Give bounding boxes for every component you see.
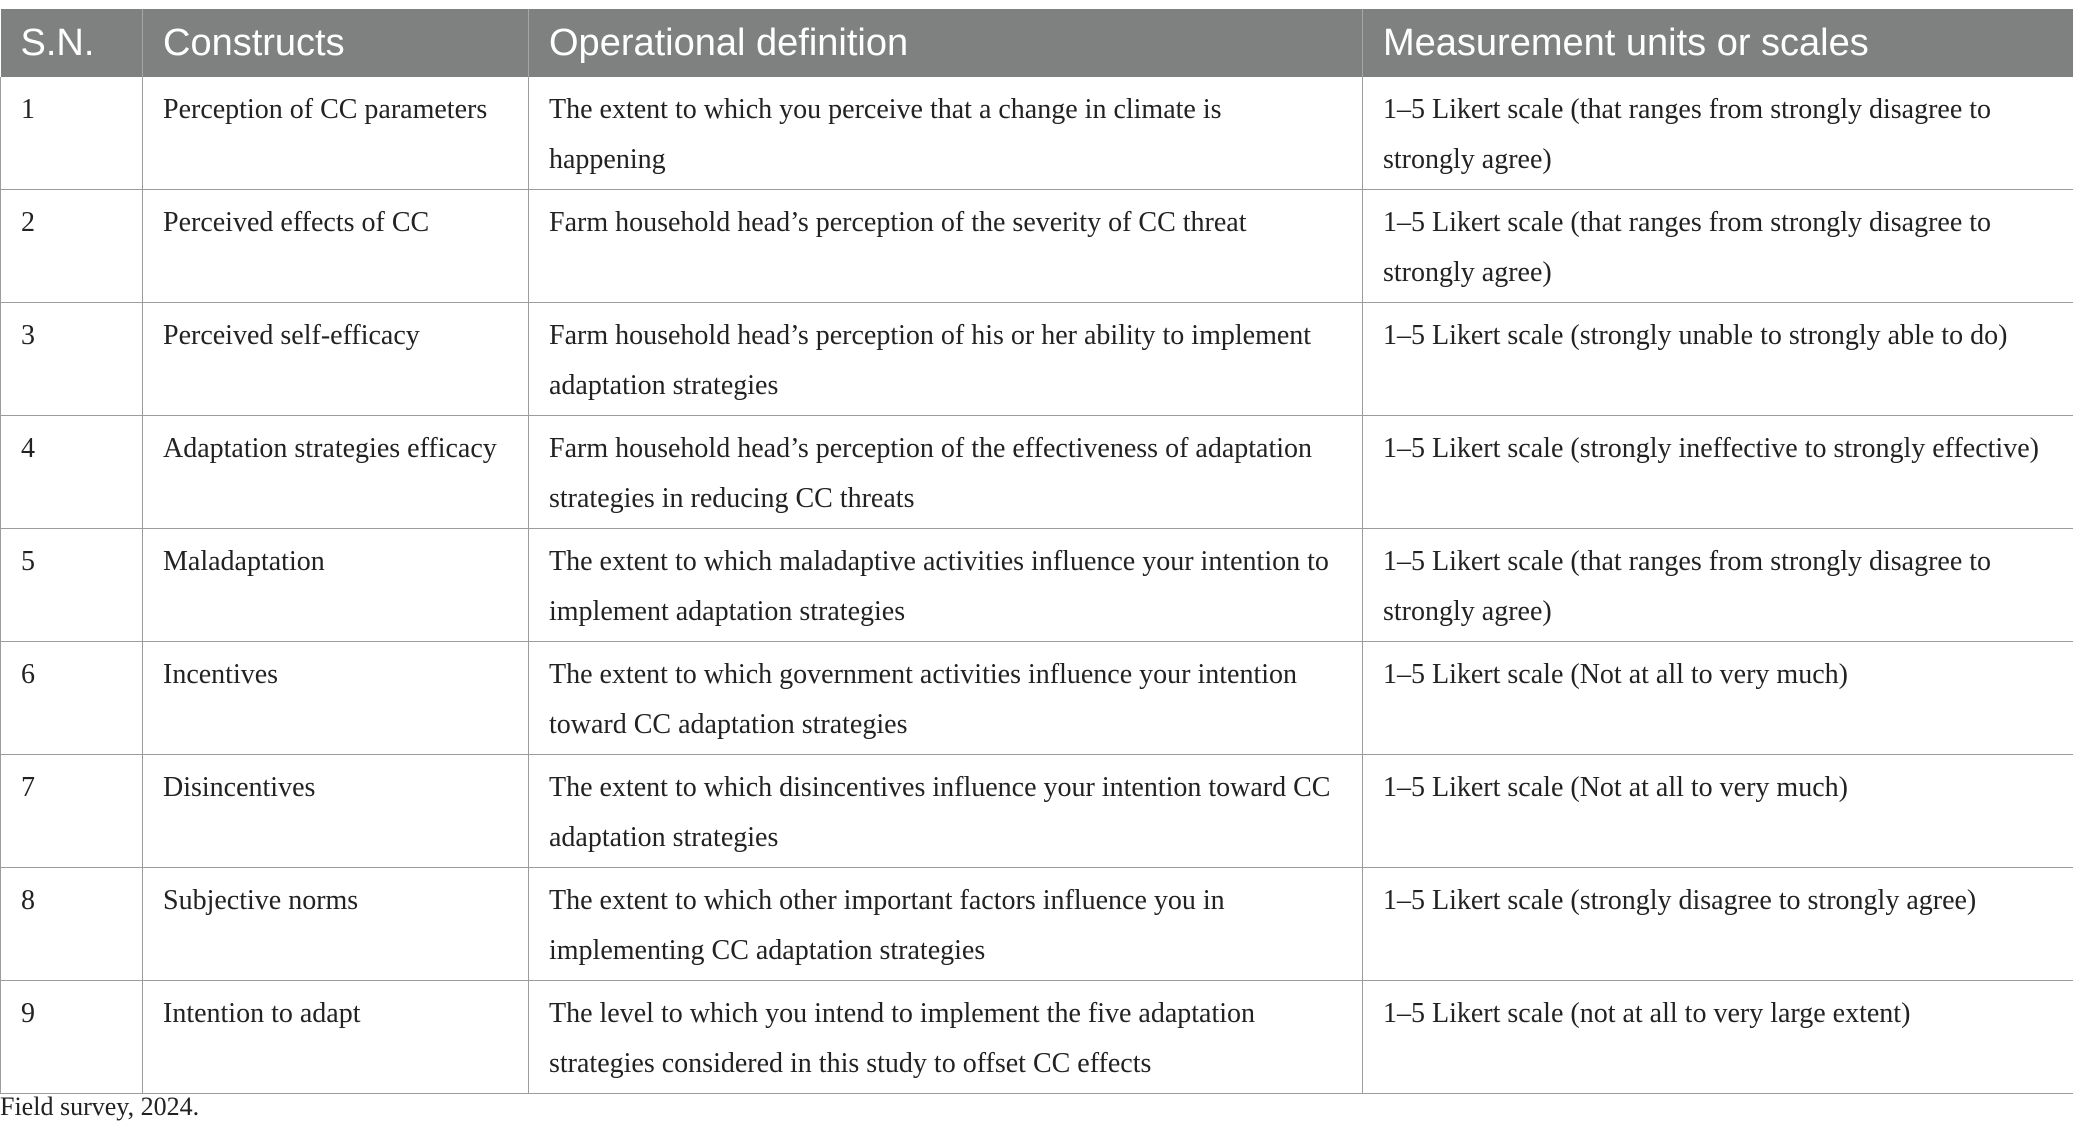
cell-scale: 1–5 Likert scale (that ranges from strongly disagree to strongly agree)	[1363, 77, 2073, 190]
table-row	[1, 642, 2073, 755]
cell-definition: Farm household head’s perception of the effectiveness of adaptation strategies in reducing CC threats	[529, 416, 1363, 529]
cell-construct: Perceived effects of CC	[143, 190, 529, 303]
table-row	[1, 981, 2073, 1094]
cell-construct: Perceived self-efficacy	[143, 303, 529, 416]
cell-scale: 1–5 Likert scale (that ranges from strongly disagree to strongly agree)	[1363, 190, 2073, 303]
cell-scale: 1–5 Likert scale (that ranges from strongly disagree to strongly agree)	[1363, 529, 2073, 642]
cell-construct: Incentives	[143, 642, 529, 755]
cell-scale: 1–5 Likert scale (strongly ineffective to strongly effective)	[1363, 416, 2073, 529]
cell-sn: 9	[1, 981, 143, 1094]
header-constructs: Constructs	[143, 9, 529, 77]
cell-definition: The extent to which other important factors influence you in implementing CC adaptation strategies	[529, 868, 1363, 981]
cell-definition: Farm household head’s perception of the severity of CC threat	[529, 190, 1363, 303]
cell-scale: 1–5 Likert scale (strongly disagree to strongly agree)	[1363, 868, 2073, 981]
cell-sn: 4	[1, 416, 143, 529]
table-row	[1, 755, 2073, 868]
cell-construct: Disincentives	[143, 755, 529, 868]
cell-scale: 1–5 Likert scale (Not at all to very much)	[1363, 642, 2073, 755]
table-row	[1, 416, 2073, 529]
cell-construct: Subjective norms	[143, 868, 529, 981]
table-row	[1, 868, 2073, 981]
cell-construct: Adaptation strategies efficacy	[143, 416, 529, 529]
header-operational-definition: Operational definition	[529, 9, 1363, 77]
cell-sn: 2	[1, 190, 143, 303]
cell-construct: Maladaptation	[143, 529, 529, 642]
table-body	[1, 77, 2073, 1094]
cell-sn: 1	[1, 77, 143, 190]
cell-sn: 5	[1, 529, 143, 642]
table-row	[1, 190, 2073, 303]
cell-definition: The extent to which you perceive that a change in climate is happening	[529, 77, 1363, 190]
cell-definition: The level to which you intend to implement the five adaptation strategies considered in this study to offset CC effects	[529, 981, 1363, 1094]
cell-sn: 3	[1, 303, 143, 416]
cell-scale: 1–5 Likert scale (strongly unable to strongly able to do)	[1363, 303, 2073, 416]
cell-construct: Perception of CC parameters	[143, 77, 529, 190]
cell-definition: Farm household head’s perception of his or her ability to implement adaptation strategies	[529, 303, 1363, 416]
header-measurement-units: Measurement units or scales	[1363, 9, 2073, 77]
cell-sn: 6	[1, 642, 143, 755]
header-sn: S.N.	[1, 9, 143, 77]
cell-scale: 1–5 Likert scale (not at all to very large extent)	[1363, 981, 2073, 1094]
table-row	[1, 529, 2073, 642]
table-footnote: Field survey, 2024.	[0, 1092, 200, 1121]
cell-definition: The extent to which government activities influence your intention toward CC adaptation strategies	[529, 642, 1363, 755]
cell-definition: The extent to which disincentives influence your intention toward CC adaptation strategies	[529, 755, 1363, 868]
cell-sn: 8	[1, 868, 143, 981]
table-header	[1, 9, 2073, 77]
cell-construct: Intention to adapt	[143, 981, 529, 1094]
cell-definition: The extent to which maladaptive activities influence your intention to implement adaptation strategies	[529, 529, 1363, 642]
cell-scale: 1–5 Likert scale (Not at all to very much)	[1363, 755, 2073, 868]
constructs-table	[0, 9, 2073, 1094]
table-row	[1, 303, 2073, 416]
cell-sn: 7	[1, 755, 143, 868]
table-row	[1, 77, 2073, 190]
constructs-table-container	[0, 9, 2073, 1094]
header-row	[1, 9, 2073, 77]
